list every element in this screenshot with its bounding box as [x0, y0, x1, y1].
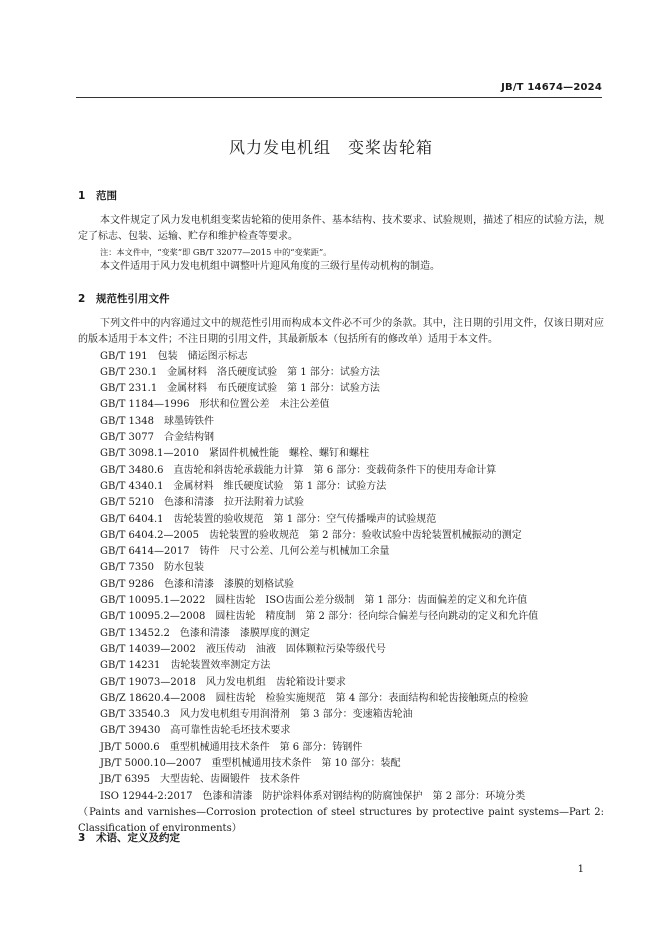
- section-2-body: [78, 316, 604, 838]
- reference-item: GB/T 1348 球墨铸铁件: [100, 415, 215, 427]
- reference-item: JB/T 5000.10—2007 重型机械通用技术条件 第 10 部分：装配: [100, 758, 401, 770]
- reference-item: GB/T 4340.1 金属材料 维氏硬度试验 第 1 部分：试验方法: [100, 480, 387, 492]
- reference-item: GB/T 3480.6 直齿轮和斜齿轮承载能力计算 第 6 部分：变载荷条件下的使用寿命计算: [100, 464, 497, 476]
- reference-iso-english-title: （Paints and varnishes—Corrosion protection of steel structures by protective paint systems—Part 2: Classification of environments）: [78, 806, 604, 835]
- references-intro: 下列文件中的内容通过文中的规范性引用而构成本文件必不可少的条款。其中，注日期的引用文件，仅该日期对应的版本适用于本文件；不注日期的引用文件，其最新版本（包括所有的修改单）适用于本文件。: [78, 318, 604, 346]
- section-1-body: [78, 213, 604, 275]
- reference-item: GB/T 6404.1 齿轮装置的验收规范 第 1 部分：空气传播噪声的试验规范: [100, 513, 437, 525]
- standard-code: JB/T 14674—2024: [501, 82, 602, 93]
- reference-item: GB/T 191 包装 储运图示标志: [100, 350, 248, 362]
- reference-iso-line-1: ISO 12944-2:2017 色漆和清漆 防护涂料体系对钢结构的防腐蚀保护 第 2 部分：环境分类: [100, 790, 526, 802]
- reference-item: GB/T 3098.1—2010 紧固件机械性能 螺栓、螺钉和螺柱: [100, 448, 369, 460]
- reference-item: GB/T 39430 高可靠性齿轮毛坯技术要求: [100, 725, 291, 737]
- reference-item: GB/T 9286 色漆和清漆 漆膜的划格试验: [100, 578, 295, 590]
- section-1-title: 范围: [96, 190, 117, 202]
- reference-item: GB/Z 18620.4—2008 圆柱齿轮 检验实施规范 第 4 部分：表面结构和轮齿接触斑点的检验: [100, 692, 529, 704]
- reference-item: GB/T 33540.3 风力发电机组专用润滑剂 第 3 部分：变速箱齿轮油: [100, 709, 413, 721]
- reference-item: GB/T 7350 防水包装: [100, 562, 205, 574]
- section-2-heading: [78, 291, 170, 306]
- reference-item: GB/T 3077 合金结构钢: [100, 432, 215, 444]
- reference-item: GB/T 14231 齿轮装置效率测定方法: [100, 660, 271, 672]
- section-2-title: 规范性引用文件: [96, 293, 170, 305]
- section-2-number: 2: [78, 293, 86, 305]
- reference-item: GB/T 6404.2—2005 齿轮装置的验收规范 第 2 部分：验收试验中齿轮装置机械振动的测定: [100, 529, 522, 541]
- reference-item: JB/T 5000.6 重型机械通用技术条件 第 6 部分：铸钢件: [100, 741, 363, 753]
- reference-item-iso: [78, 789, 604, 805]
- reference-list: [78, 349, 604, 789]
- reference-item: GB/T 10095.2—2008 圆柱齿轮 精度制 第 2 部分：径向综合偏差与径向跳动的定义和允许值: [100, 611, 539, 623]
- reference-item: JB/T 6395 大型齿轮、齿圈锻件 技术条件: [100, 774, 301, 786]
- page-number: 1: [577, 864, 584, 875]
- reference-item: GB/T 1184—1996 形状和位置公差 未注公差值: [100, 399, 330, 411]
- reference-item: GB/T 5210 色漆和清漆 拉开法附着力试验: [100, 497, 305, 509]
- scope-paragraph-2: 本文件适用于风力发电机组中调整叶片迎风角度的三级行星传动机构的制造。: [100, 260, 440, 272]
- reference-item: GB/T 6414—2017 铸件 尺寸公差、几何公差与机械加工余量: [100, 546, 390, 558]
- header-rule: [76, 97, 602, 98]
- reference-item: GB/T 230.1 金属材料 洛氏硬度试验 第 1 部分：试验方法: [100, 366, 380, 378]
- reference-item: GB/T 14039—2002 液压传动 油液 固体颗粒污染等级代号: [100, 643, 386, 655]
- document-title: 风力发电机组 变桨齿轮箱: [228, 138, 433, 157]
- section-3-number: 3: [78, 832, 86, 844]
- section-1-heading: [78, 188, 117, 203]
- scope-note: 注：本文件中，“变桨”即 GB/T 32077—2015 中的“变桨距”。: [100, 246, 332, 257]
- reference-item: GB/T 19073—2018 风力发电机组 齿轮箱设计要求: [100, 676, 346, 688]
- section-1-number: 1: [78, 190, 86, 202]
- reference-item: GB/T 231.1 金属材料 布氏硬度试验 第 1 部分：试验方法: [100, 383, 380, 395]
- scope-paragraph-1: 本文件规定了风力发电机组变桨齿轮箱的使用条件、基本结构、技术要求、试验规则，描述了相应的试验方法，规定了标志、包装、运输、贮存和维护检查等要求。: [78, 215, 604, 243]
- reference-item: GB/T 13452.2 色漆和清漆 漆膜厚度的测定: [100, 627, 310, 639]
- reference-item: GB/T 10095.1—2022 圆柱齿轮 ISO齿面公差分级制 第 1 部分：齿面偏差的定义和允许值: [100, 595, 528, 607]
- section-3-title: 术语、定义及约定: [96, 832, 180, 844]
- section-3-heading: [78, 830, 180, 845]
